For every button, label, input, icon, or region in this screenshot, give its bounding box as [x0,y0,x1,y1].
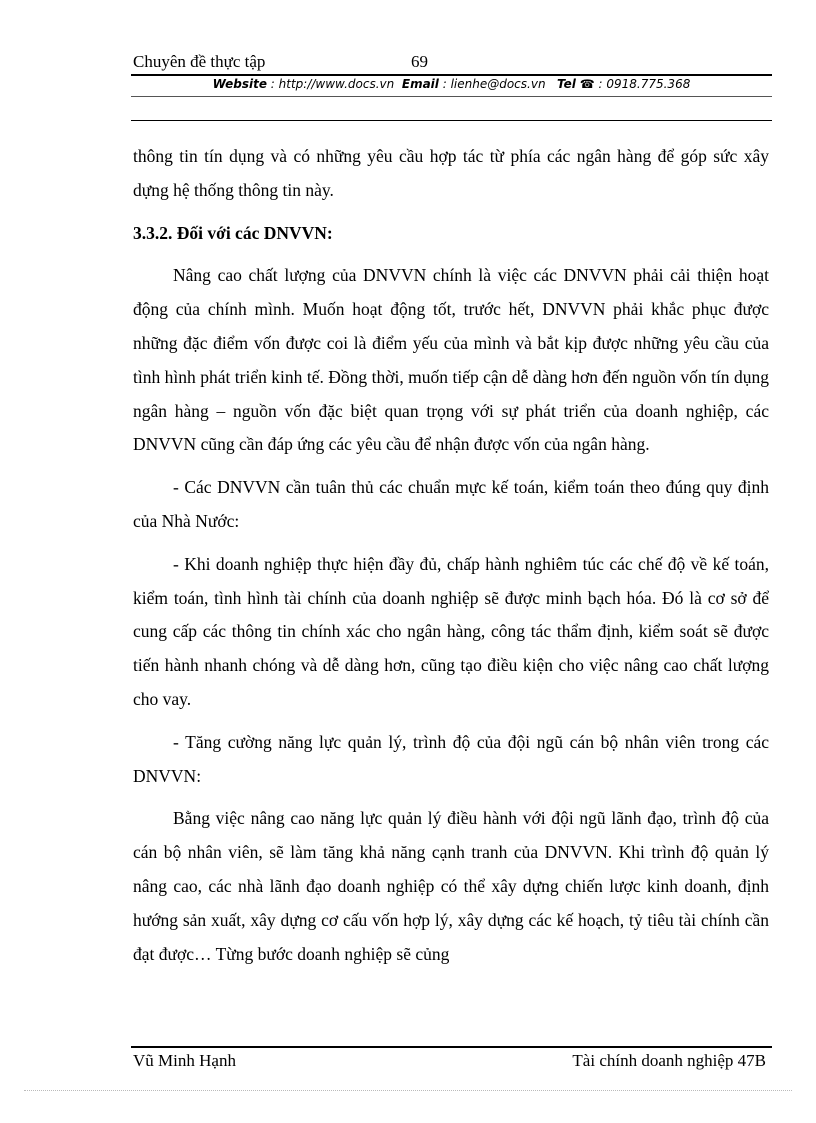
page-number: 69 [411,52,428,71]
tel-label: Tel [557,77,576,91]
header-contact-line [131,77,772,91]
paragraph: Bằng việc nâng cao năng lực quản lý điều hành với đội ngũ lãnh đạo, trình độ của cán bộ nhân viên, sẽ làm tăng khả năng cạnh tranh của DNVVN. Khi trình độ quản lý nâng cao, các nhà lãnh đạo doanh nghiệp có thể xây dựng chiến lược kinh doanh, định hướng sản xuất, xây dựng cơ cấu vốn hợp lý, xây dựng các kế hoạch, tỷ tiêu tài chính cần đạt được… Từng bước doanh nghiệp sẽ củng [133,808,769,964]
email-sep: : [438,77,451,91]
paragraph: - Các DNVVN cần tuân thủ các chuẩn mực kế toán, kiểm toán theo đúng quy định của Nhà Nước: [133,477,769,531]
email-link[interactable]: lienhe@docs.vn [450,77,546,91]
header-rule [131,74,772,76]
footer-author: Vũ Minh Hạnh [133,1051,236,1070]
header-rule-bottom [131,120,772,121]
phone-icon: ☎ [579,77,595,91]
paragraph: - Tăng cường năng lực quản lý, trình độ của đội ngũ cán bộ nhân viên trong các DNVVN: [133,731,769,786]
website-link[interactable]: http://www.docs.vn [278,77,395,91]
footer-class: Tài chính doanh nghiệp 47B [572,1051,766,1070]
header-title: Chuyên đề thực tập [133,52,266,71]
email-label: Email [401,77,439,91]
section-heading: 3.3.2. Đối với các DNVVN: [133,222,333,243]
footer-rule [131,1046,772,1048]
website-sep: : [266,77,279,91]
paragraph: - Khi doanh nghiệp thực hiện đầy đủ, chấp hành nghiêm túc các chế độ về kế toán, kiểm toán, tình hình tài chính của doanh nghiệp sẽ được minh bạch hóa. Đó là cơ sở để cung cấp các thông tin chính xác cho ngân hàng, công tác thẩm định, kiểm soát sẽ được tiến hành nhanh chóng và dễ dàng hơn, cũng tạo điều kiện cho việc nâng cao chất lượng cho vay. [133,553,769,709]
paragraph: Nâng cao chất lượng của DNVVN chính là việc các DNVVN phải cải thiện hoạt động của chính mình. Muốn hoạt động tốt, trước hết, DNVVN phải khắc phục được những đặc điểm vốn được coi là điểm yếu của mình và bắt kịp được những yêu cầu của tình hình phát triển kinh tế. Đồng thời, muốn tiếp cận dễ dàng hơn đến nguồn vốn tín dụng ngân hàng – nguồn vốn đặc biệt quan trọng với sự phát triển của doanh nghiệp, các DNVVN cũng cần đáp ứng các yêu cầu để nhận được vốn của ngân hàng. [133,265,769,455]
main-body [133,140,769,980]
website-label: Website [212,77,267,91]
header-rule-lower [131,96,772,97]
page-bottom-dotted-line [24,1090,792,1091]
tel-value: : 0918.775.368 [594,77,691,91]
paragraph: thông tin tín dụng và có những yêu cầu hợp tác từ phía các ngân hàng để góp sức xây dựng hệ thống thông tin này. [133,146,769,200]
